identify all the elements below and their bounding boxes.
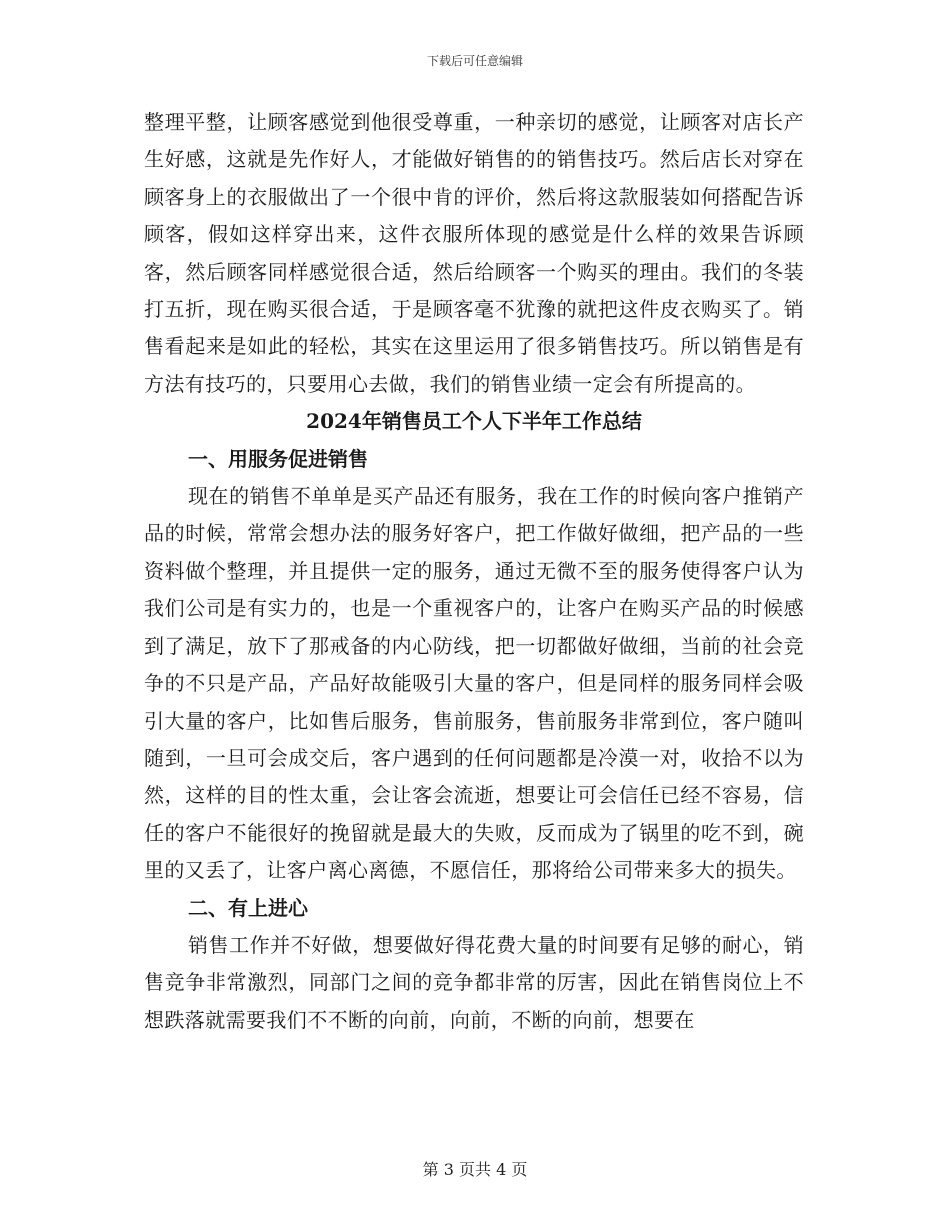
intro-paragraph: 整理平整，让顾客感觉到他很受尊重，一种亲切的感觉，让顾客对店长产生好感，这就是先作好人，才能做好销售的的销售技巧。然后店长对穿在顾客身上的衣服做出了一个很中肯的评价，然后将这款服装如何搭配告诉顾客，假如这样穿出来，这件衣服所体现的感觉是什么样的效果告诉顾客，然后顾客同样感觉很合适，然后给顾客一个购买的理由。我们的冬装打五折，现在购买很合适，于是顾客毫不犹豫的就把这件皮衣购买了。销售看起来是如此的轻松，其实在这里运用了很多销售技巧。所以销售是有方法有技巧的，只要用心去做，我们的销售业绩一定会有所提高的。 xyxy=(144,110,804,396)
page-number: 第 3 页共 4 页 xyxy=(422,1160,528,1179)
document-body xyxy=(144,104,804,1039)
section-heading-service: 一、用服务促进销售 xyxy=(188,446,368,471)
document-title: 2024年销售员工个人下半年工作总结 xyxy=(306,409,642,434)
page-header: 下载后可任意编辑 xyxy=(426,54,523,68)
section-paragraph-ambition: 销售工作并不好做，想要做好得花费大量的时间要有足够的耐心，销售竞争非常激烈，同部门之间的竞争都非常的厉害，因此在销售岗位上不想跌落就需要我们不不断的向前，向前，不断的向前，想要在 xyxy=(144,932,804,1032)
section-heading-ambition: 二、有上进心 xyxy=(188,895,308,920)
section-paragraph-service: 现在的销售不单单是买产品还有服务，我在工作的时候向客户推销产品的时候，常常会想办法的服务好客户，把工作做好做细，把产品的一些资料做个整理，并且提供一定的服务，通过无微不至的服务使得客户认为我们公司是有实力的，也是一个重视客户的，让客户在购买产品的时候感到了满足，放下了那戒备的内心防线，把一切都做好做细，当前的社会竞争的不只是产品，产品好故能吸引大量的客户，但是同样的服务同样会吸引大量的客户，比如售后服务，售前服务，售前服务非常到位，客户随叫随到，一旦可会成交后，客户遇到的任何问题都是冷漠一对，收拾不以为然，这样的目的性太重，会让客会流逝，想要让可会信任已经不容易，信任的客户不能很好的挽留就是最大的失败，反而成为了锅里的吃不到，碗里的又丢了，让客户离心离德，不愿信任，那将给公司带来多大的损失。 xyxy=(144,484,804,883)
